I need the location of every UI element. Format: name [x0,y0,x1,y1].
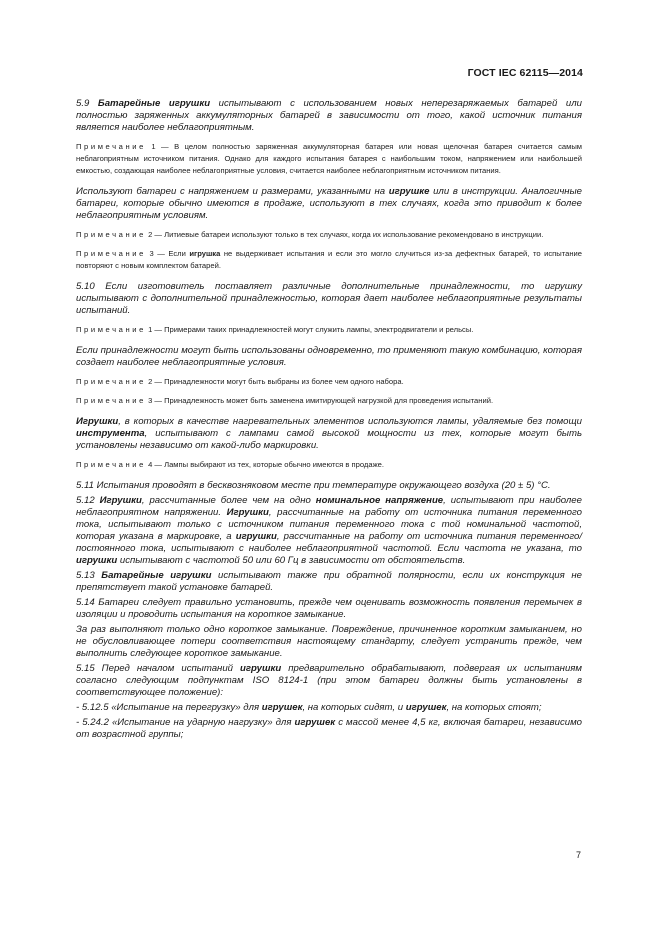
text-run: , в которых в качестве нагревательных элементов используются лампы, удаляемые без помощи [118,416,582,427]
text-run: - 5.24.2 «Испытание на ударную нагрузку» для [76,717,295,728]
text-run: 2 — Принадлежности могут быть выбраны из более чем одного набора. [145,377,404,386]
note-label: Примечание [76,249,146,258]
bold-term: игрушки [235,531,277,542]
spacer [76,471,582,480]
note-paragraph [76,248,582,272]
text-run: или в инструкции. Аналогичные батареи, которые обычно имеются в продаже, используют в тех случаях, когда это приводит к более неблагоприятным условиям. [76,186,582,221]
text-run: , рассчитанные более чем на одно [141,495,316,506]
note-paragraph [76,376,582,388]
bold-term: игрушки [76,555,118,566]
spacer [76,407,582,416]
note-label: Примечание [76,377,146,386]
text-run: 1 — Примерами таких принадлежностей могут служить лампы, электродвигатели и рельсы. [145,325,474,334]
text-run: , рассчитанные на работу от источника питания переменного тока, испытывают только с источником питания переменного тока с той номинальной частотой, которая указана в маркировке, а [76,507,582,542]
text-run: , испытывают с лампами самой высокой мощности из тех, которые могут быть установлены независимо от какой-либо маркировки. [76,428,582,451]
note-paragraph [76,229,582,241]
bold-term: игрушке [388,186,430,197]
body-paragraph [76,702,582,714]
note-label: Примечание [76,142,146,151]
text-run: Используют батареи с напряжением и размерами, указанными на [76,186,389,197]
text-run: 4 — Лампы выбирают из тех, которые обычно имеются в продаже. [145,460,384,469]
bold-term: Игрушки [76,416,119,427]
text-run: 2 — Литиевые батареи используют только в тех случаях, когда их использование рекомендовано в инструкции. [145,230,544,239]
body-paragraph [76,570,582,594]
text-run: , на которых сидят, и [302,702,406,713]
bold-term: игрушек [261,702,303,713]
text-run: испытывают с использованием новых неперезаряжаемых батарей или полностью заряженных аккумуляторных батарей в зависимости от того, какой источник питания является наиболее неблагоприятным. [76,98,582,133]
note-paragraph [76,141,582,177]
note-paragraph [76,395,582,407]
text-run: 5.15 Перед началом испытаний [76,663,241,674]
body-paragraph [76,480,582,492]
text-run: За раз выполняют только одно короткое замыкание. Повреждение, причиненное коротким замыканием, но не обусловливающее потери соответствия настоящему стандарту, следует устранить прежде, чем выполнить следующее короткое замыкание. [76,624,582,659]
text-run: - 5.12.5 «Испытание на перегрузку» для [76,702,262,713]
text-run: с массой менее 4,5 кг, включая батареи, независимо от возрастной группы; [76,717,582,740]
note-label: Примечание [76,396,146,405]
text-run: Если принадлежности могут быть использованы одновременно, то применяют такую комбинацию, которая создает наиболее неблагоприятные условия. [76,345,582,368]
bold-term: номинальное напряжение [315,495,444,506]
bold-term: игрушка [189,249,221,258]
text-run: 5.13 [76,570,102,581]
text-run: , рассчитанные на работу от источника питания переменного/постоянного тока, испытывают с наиболее неблагоприятной частотой. Если частота не указана, то [76,531,582,554]
text-run: не выдерживает испытания и если это могло случиться из-за дефектных батарей, то испытание повторяют с новым комплектом батарей. [76,249,582,270]
bold-term: инструмента [76,428,145,439]
spacer [76,222,582,229]
spacer [76,336,582,345]
spacer [76,388,582,395]
body-paragraph [76,416,582,452]
bold-term: Батарейные игрушки [101,570,212,581]
spacer [76,177,582,186]
body-paragraph [76,597,582,621]
bold-term: игрушек [294,717,336,728]
text-run: 5.11 Испытания проводят в бесквозняковом месте при температуре окружающего воздуха (20 ± 5) °С. [76,480,551,491]
text-run: 5.9 [76,98,98,109]
text-run: испытывают также при обратной полярности, если их конструкция не препятствует такой установке батарей. [76,570,582,593]
spacer [76,272,582,281]
note-label: Примечание [76,460,146,469]
spacer [76,134,582,141]
body-paragraph [76,281,582,317]
text-run: 5.12 [76,495,100,506]
note-label: Примечание [76,230,146,239]
text-run: предварительно обрабатывают, подвергая их испытаниям согласно следующим подпунктам ISO 8124-1 (при этом батареи должны быть установлены в соответствующее положение): [76,663,582,698]
text-run: , испытывают при наиболее неблагоприятном напряжении. [76,495,582,518]
text-run: 5.10 Если изготовитель поставляет различные дополнительные принадлежности, то игрушку испытывают с дополнительной принадлежностью, которая дает наиболее неблагоприятные результаты испытаний. [76,281,582,316]
body-paragraph [76,717,582,741]
body-paragraph [76,98,582,134]
note-paragraph [76,324,582,336]
body-paragraph [76,624,582,660]
bold-term: Батарейные игрушки [97,98,211,109]
document-header: ГОСТ IEC 62115—2014 [467,67,583,79]
spacer [76,369,582,376]
text-run: испытывают с частотой 50 или 60 Гц в зависимости от обстоятельств. [117,555,466,566]
body-paragraph [76,663,582,699]
body-paragraph [76,495,582,567]
body-paragraph [76,345,582,369]
note-label: Примечание [76,325,146,334]
text-run: 1 — В целом полностью заряженная аккумуляторная батарея или новая щелочная батарея считается самым неблагоприятным источником питания. Однако для каждого испытания батарея с наибольшим током, напряжением или наибольшей емкостью, создающая наиболее неблагоприятные условия, считается наиболее неблагоприятным источником питания. [76,142,582,175]
bold-term: Игрушки [226,507,269,518]
text-run: 3 — Если [145,249,190,258]
spacer [76,241,582,248]
text-run: 5.14 Батареи следует правильно установить, прежде чем оценивать возможность появления перемычек в изоляции и проводить испытания на короткое замыкание. [76,597,582,620]
note-paragraph [76,459,582,471]
document-body [76,98,582,741]
bold-term: игрушки [240,663,282,674]
bold-term: игрушек [405,702,447,713]
spacer [76,452,582,459]
bold-term: Игрушки [99,495,142,506]
body-paragraph [76,186,582,222]
text-run: , на которых стоят; [446,702,542,713]
spacer [76,317,582,324]
page-number: 7 [575,850,581,860]
text-run: 3 — Принадлежность может быть заменена имитирующей нагрузкой для проведения испытаний. [145,396,494,405]
